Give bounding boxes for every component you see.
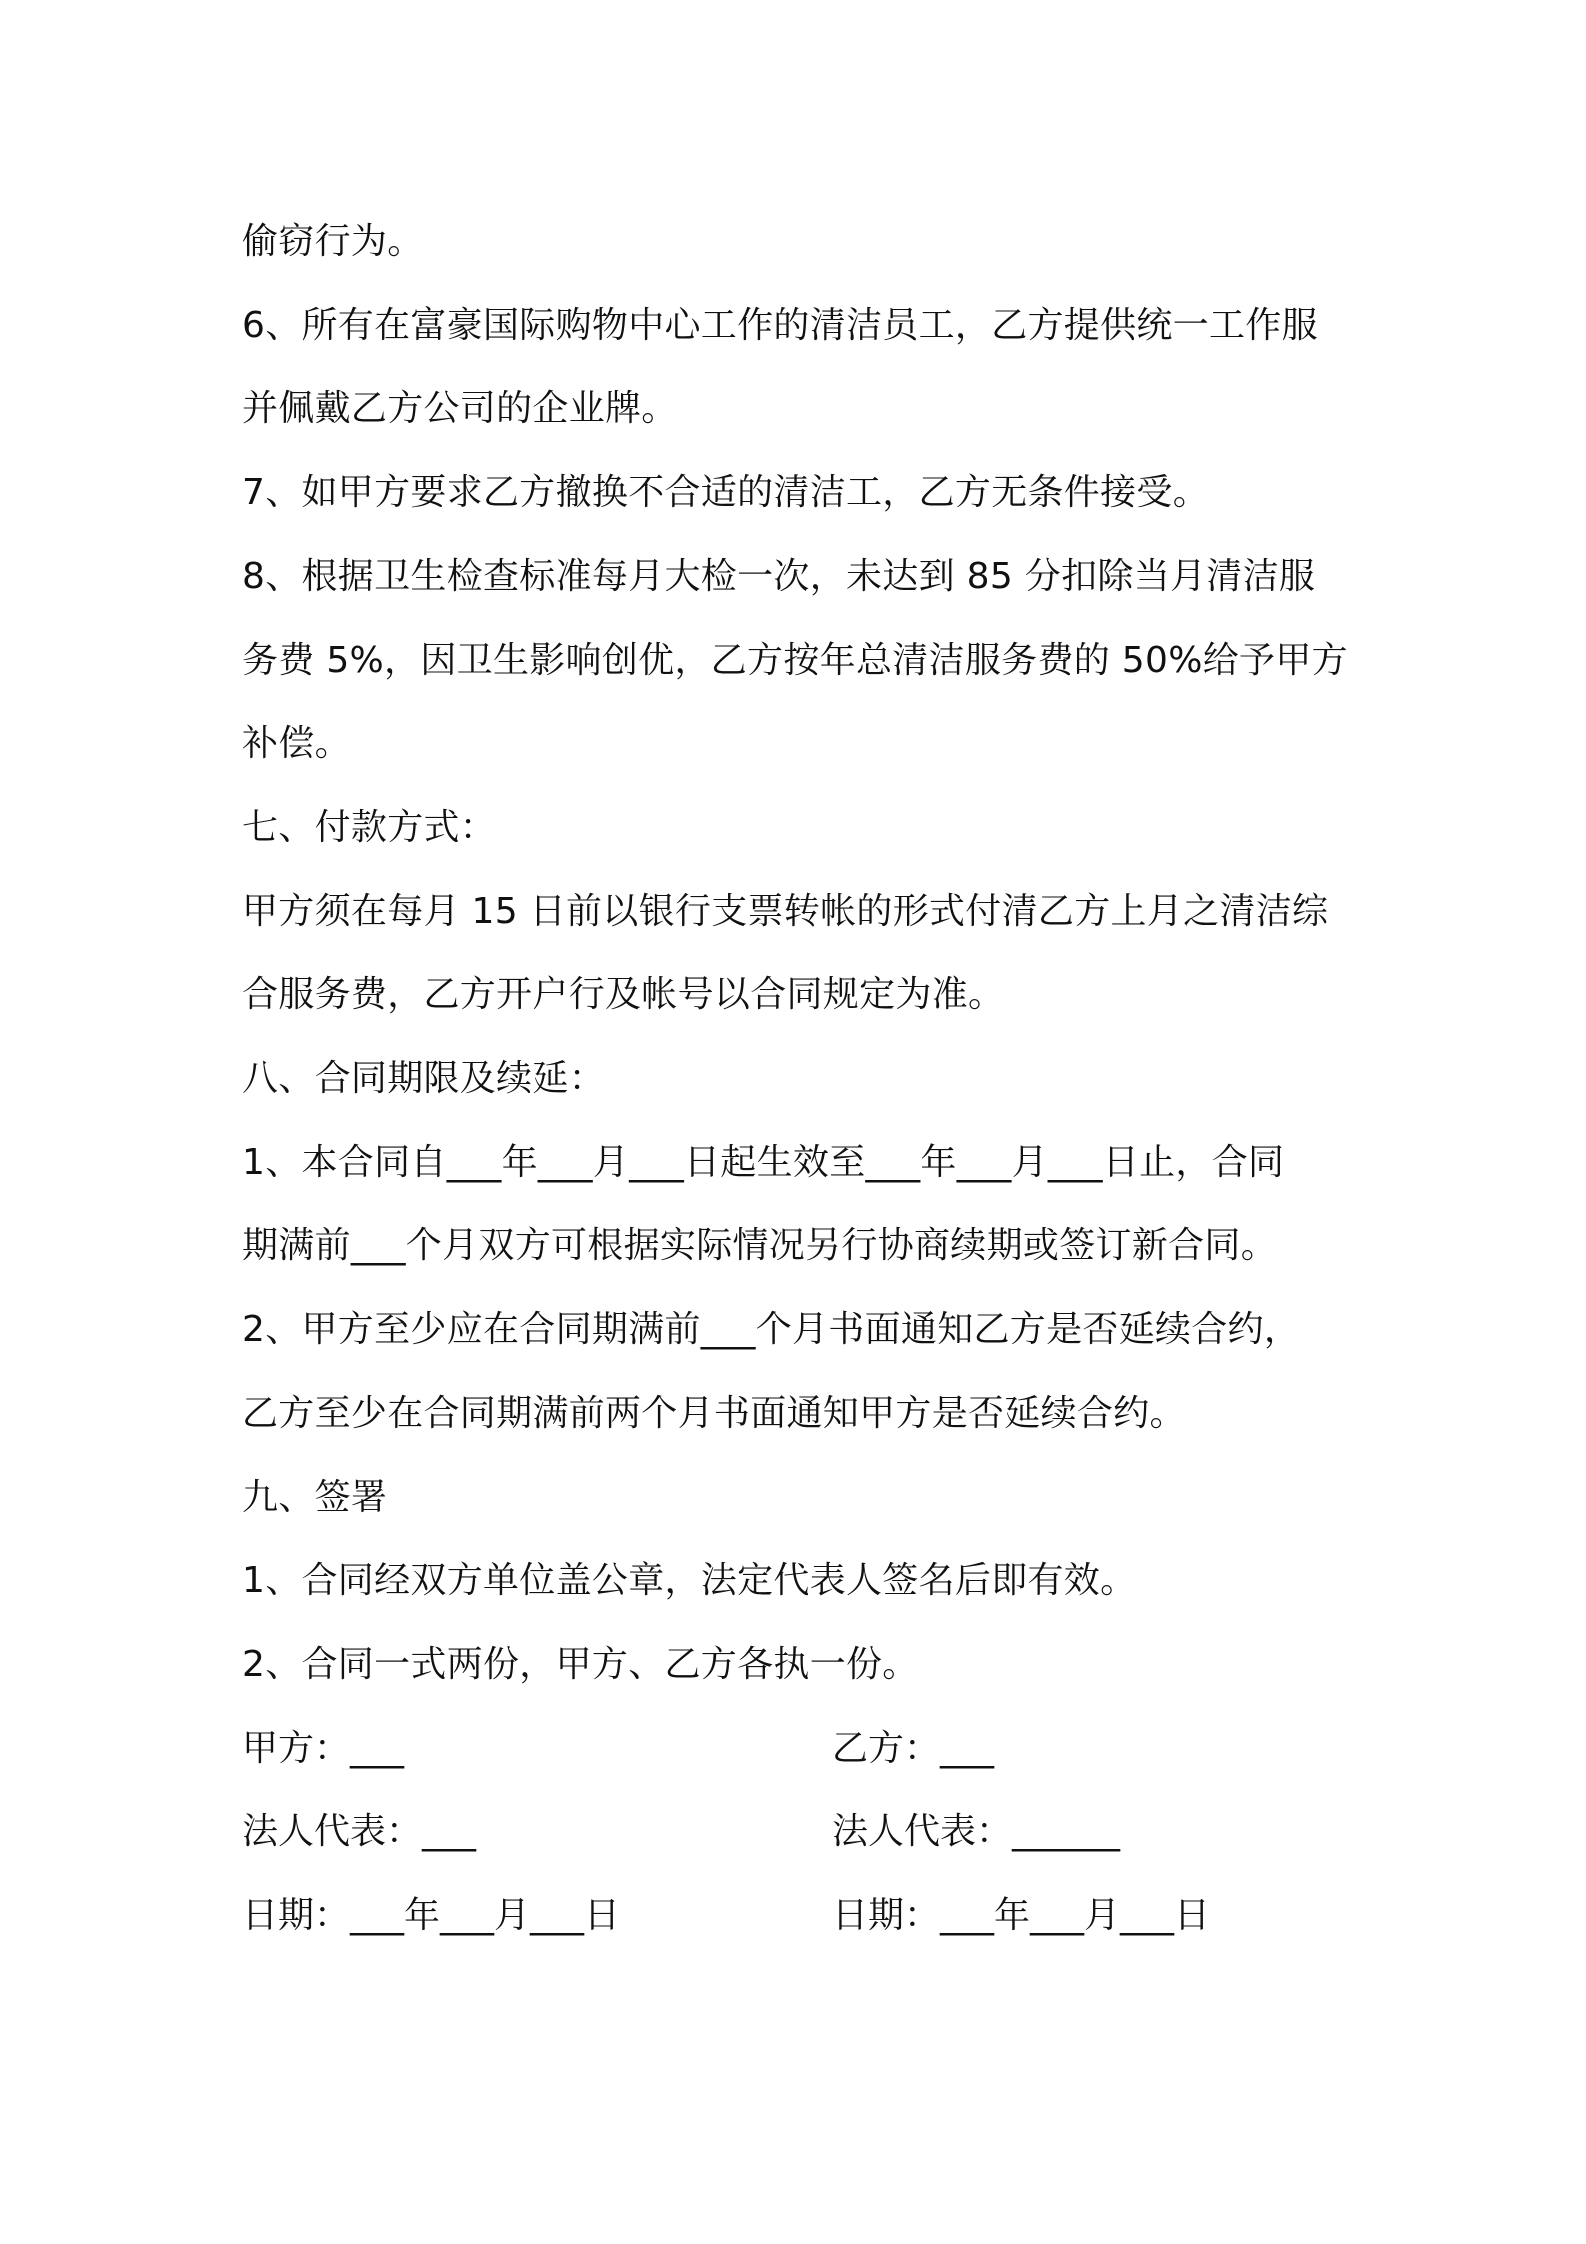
signature-row-representative bbox=[242, 1790, 1354, 1874]
section-heading: 七、付款方式： bbox=[242, 806, 497, 848]
paragraph-line: 8、根据卫生检查标准每月大检一次，未达到 85 分扣除当月清洁服 bbox=[242, 555, 1316, 597]
paragraph-line: 并佩戴乙方公司的企业牌。 bbox=[242, 388, 678, 430]
party-b-date-field: 日期：___年___月___日 bbox=[832, 1895, 1211, 1937]
party-b-field: 乙方：___ bbox=[832, 1727, 995, 1769]
signature-row-party bbox=[242, 1707, 1354, 1791]
paragraph-line: 甲方须在每月 15 日前以银行支票转帐的形式付清乙方上月之清洁综 bbox=[242, 890, 1329, 932]
paragraph-line: 2、甲方至少应在合同期满前___个月书面通知乙方是否延续合约， bbox=[242, 1309, 1301, 1351]
paragraph-line: 1、本合同自___年___月___日起生效至___年___月___日止，合同 bbox=[242, 1141, 1285, 1183]
document-body bbox=[242, 200, 1354, 1958]
paragraph-line: 合服务费，乙方开户行及帐号以合同规定为准。 bbox=[242, 974, 1005, 1016]
paragraph-line: 偷窃行为。 bbox=[242, 221, 424, 262]
paragraph-line: 期满前___个月双方可根据实际情况另行协商续期或签订新合同。 bbox=[242, 1225, 1277, 1267]
paragraph-line: 6、所有在富豪国际购物中心工作的清洁员工，乙方提供统一工作服 bbox=[242, 304, 1318, 346]
paragraph-line: 2、合同一式两份，甲方、乙方各执一份。 bbox=[242, 1643, 919, 1685]
paragraph-line: 补偿。 bbox=[242, 723, 351, 765]
party-a-field: 甲方：___ bbox=[242, 1727, 405, 1769]
signature-row-date bbox=[242, 1874, 1354, 1958]
paragraph-line: 务费 5%，因卫生影响创优，乙方按年总清洁服务费的 50%给予甲方 bbox=[242, 639, 1348, 681]
section-heading: 九、签署 bbox=[242, 1476, 388, 1518]
paragraph-line: 1、合同经双方单位盖公章，法定代表人签名后即有效。 bbox=[242, 1560, 1137, 1602]
paragraph-line: 乙方至少在合同期满前两个月书面通知甲方是否延续合约。 bbox=[242, 1392, 1186, 1434]
section-heading: 八、合同期限及续延： bbox=[242, 1058, 606, 1100]
party-b-representative-field: 法人代表：______ bbox=[832, 1811, 1121, 1853]
paragraph-line: 7、如甲方要求乙方撤换不合适的清洁工，乙方无条件接受。 bbox=[242, 472, 1210, 514]
party-a-date-field: 日期：___年___月___日 bbox=[242, 1895, 621, 1937]
party-a-representative-field: 法人代表：___ bbox=[242, 1811, 477, 1853]
